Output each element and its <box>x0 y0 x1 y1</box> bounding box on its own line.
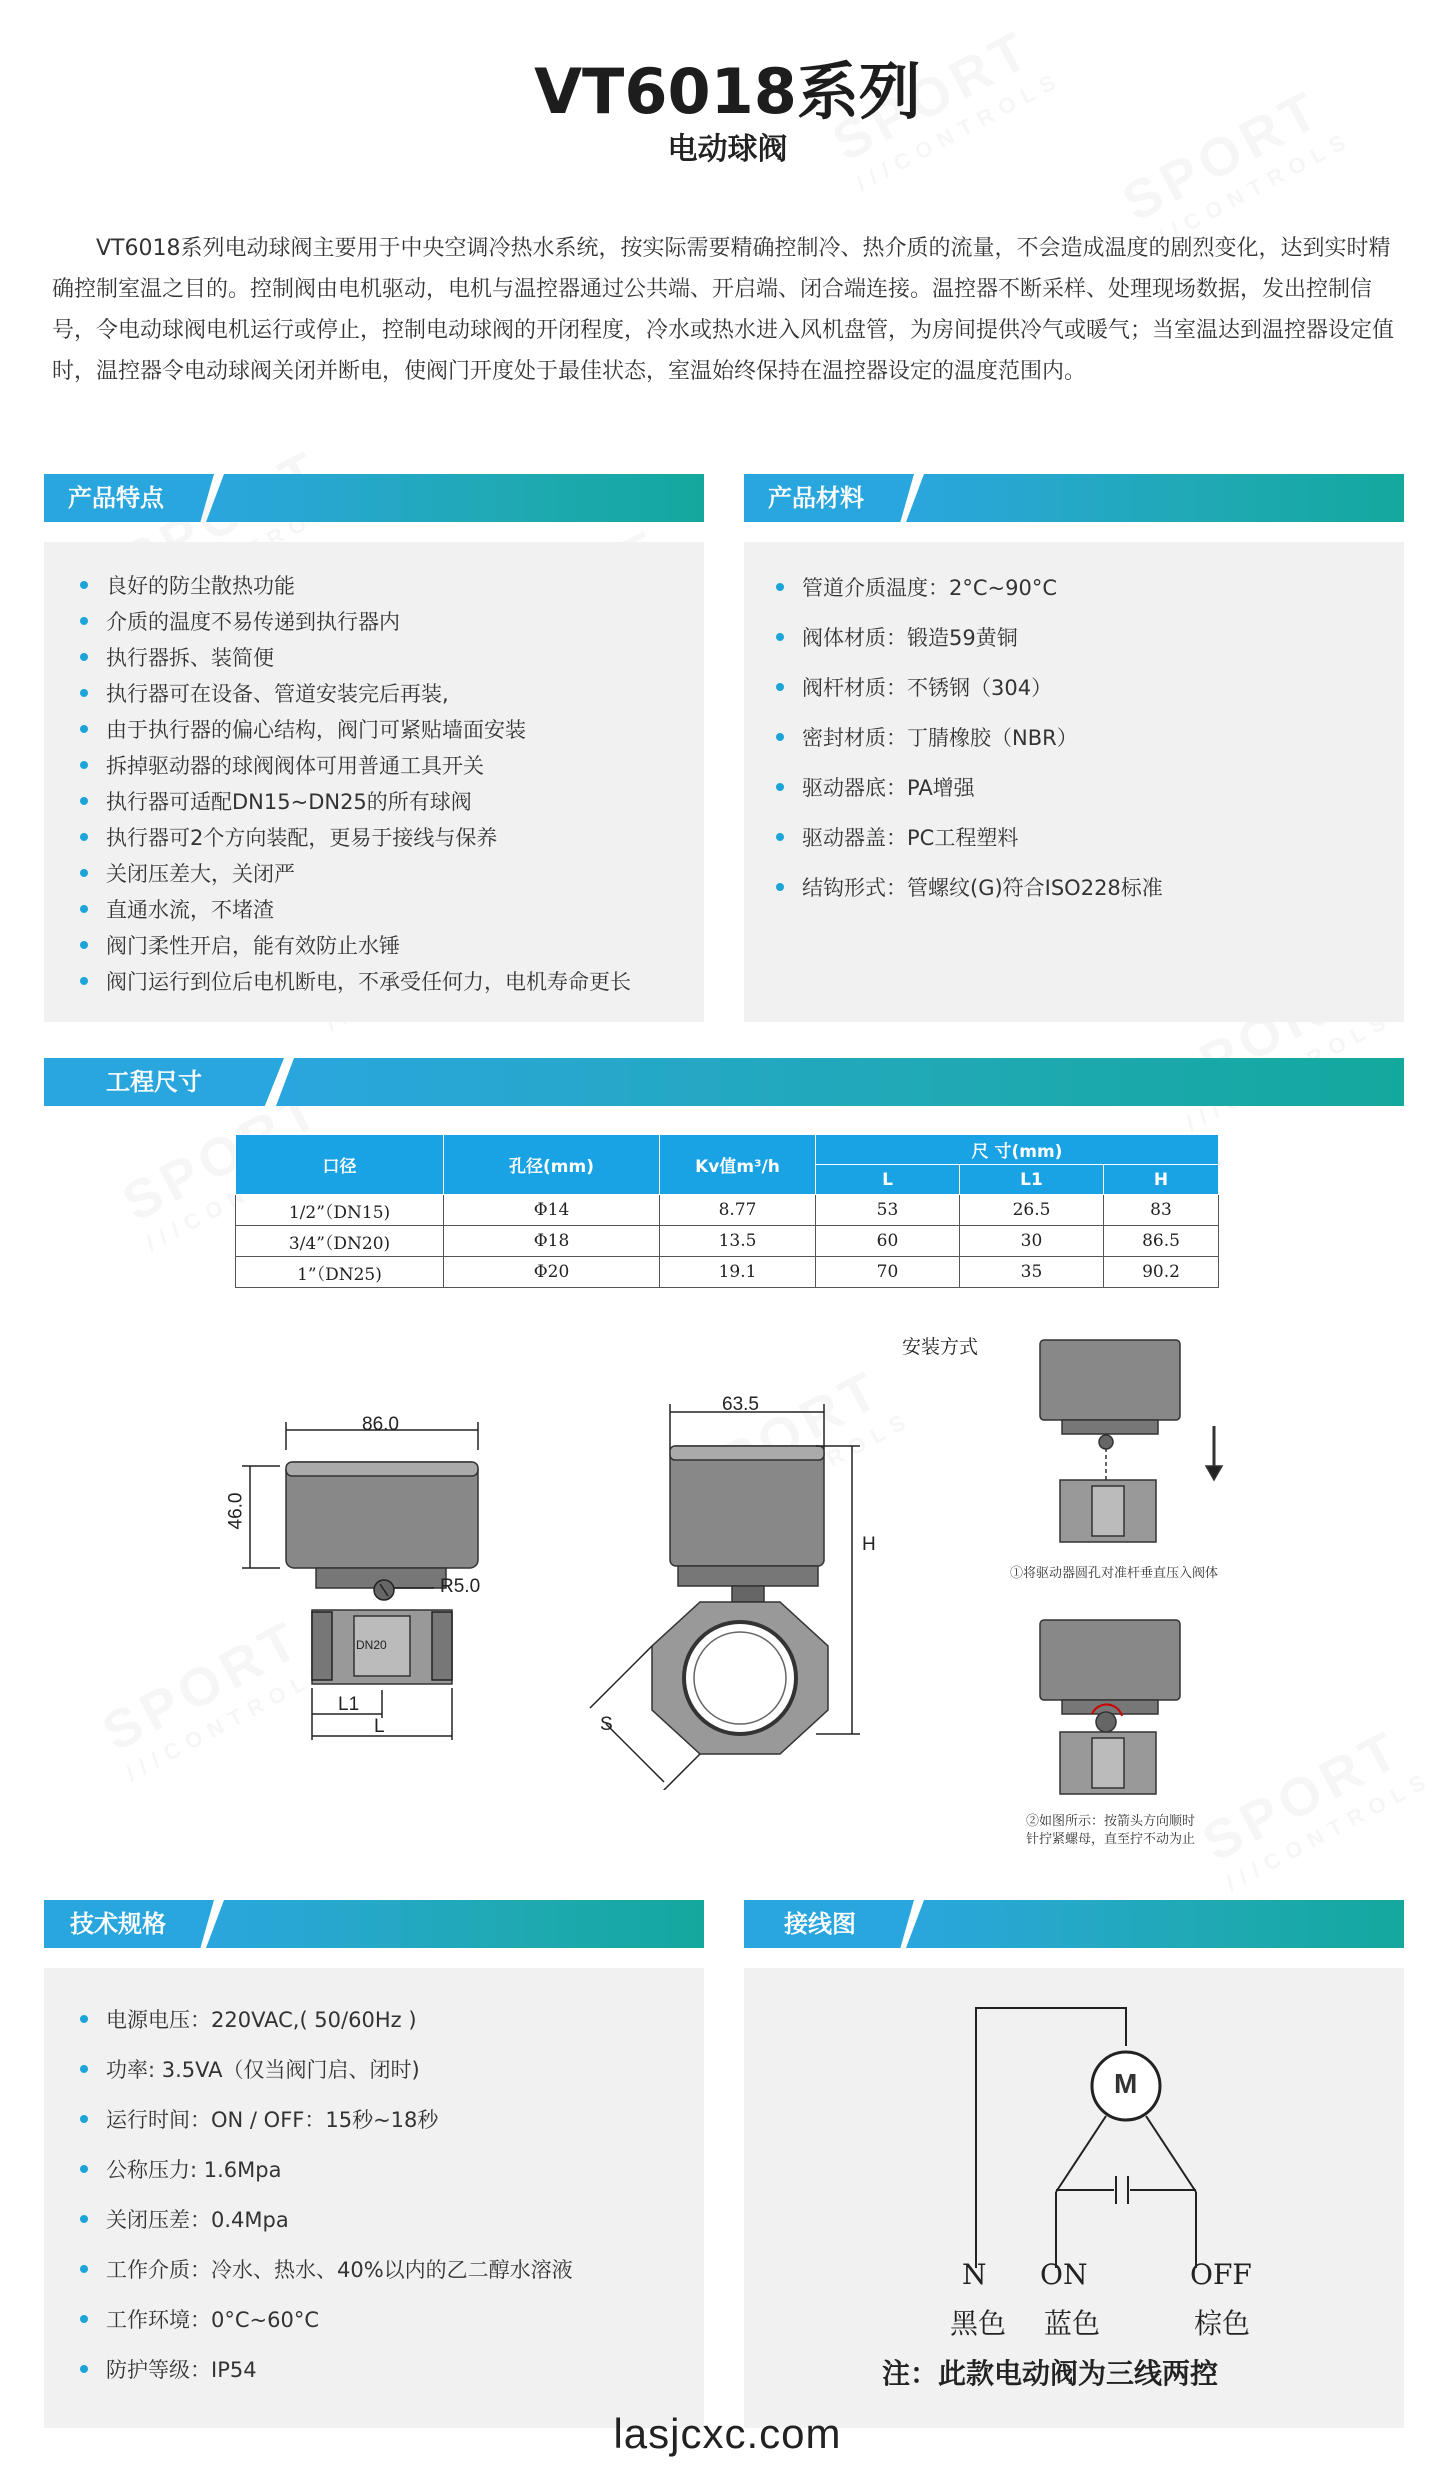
wiring-banner <box>744 1900 1404 1948</box>
cell: Φ18 <box>444 1226 660 1257</box>
col-kv: Kv值m³/h <box>660 1135 816 1195</box>
page-title: VT6018系列 <box>534 55 921 128</box>
install-title: 安装方式 <box>902 1336 979 1358</box>
table-row <box>236 1257 1219 1288</box>
col-l1: L1 <box>960 1165 1104 1195</box>
dim-width-a: 86.0 <box>362 1414 399 1435</box>
features-item: 执行器拆、装简便 <box>106 642 274 672</box>
wire-brown-label: 棕色 <box>1194 2307 1251 2340</box>
features-banner <box>44 474 704 522</box>
table-row <box>236 1195 1219 1226</box>
cell: 60 <box>816 1226 960 1257</box>
footer-url[interactable]: lasjcxc.com <box>613 2410 842 2457</box>
dim-s: S <box>600 1714 613 1735</box>
dim-dn-label: DN20 <box>356 1638 387 1652</box>
page-subtitle: 电动球阀 <box>667 132 788 167</box>
dimensions-banner <box>44 1058 1404 1106</box>
materials-item: 驱动器底：PA增强 <box>802 772 975 802</box>
col-l: L <box>816 1165 960 1195</box>
wire-black-label: 黑色 <box>950 2307 1007 2340</box>
table-row <box>236 1226 1219 1257</box>
materials-item: 阀杆材质：不锈钢（304） <box>802 672 1052 702</box>
wiring-panel <box>744 1968 1404 2428</box>
cell: 70 <box>816 1257 960 1288</box>
cell: 53 <box>816 1195 960 1226</box>
cell: 1”（DN25) <box>236 1257 444 1288</box>
cell: 83 <box>1104 1195 1219 1226</box>
specs-item: 功率: 3.5VA（仅当阀门启、闭时) <box>106 2054 420 2084</box>
wiring-diagram <box>744 1968 1404 2268</box>
wiring-title: 接线图 <box>784 1910 856 1938</box>
cell: 8.77 <box>660 1195 816 1226</box>
install-step1-drawing <box>1000 1330 1240 1570</box>
col-bore: 孔径(mm) <box>444 1135 660 1195</box>
col-size: 尺 寸(mm) <box>816 1135 1219 1165</box>
materials-title: 产品材料 <box>768 484 864 512</box>
materials-banner <box>744 474 1404 522</box>
install-note-2b: 针拧紧螺母，直至拧不动为止 <box>1026 1832 1196 1847</box>
features-item: 执行器可在设备、管道安装完后再装, <box>106 678 449 708</box>
wire-on-label: ON <box>1040 2258 1088 2291</box>
dim-l: L <box>374 1716 385 1737</box>
dim-height-a: 46.0 <box>225 1492 247 1530</box>
wire-blue-label: 蓝色 <box>1044 2307 1101 2340</box>
cell: 1/2”（DN15) <box>236 1195 444 1226</box>
wire-n-label: N <box>962 2258 987 2291</box>
materials-item: 驱动器盖：PC工程塑料 <box>802 822 1018 852</box>
materials-item: 管道介质温度：2°C~90°C <box>802 572 1057 602</box>
dim-width-b: 63.5 <box>722 1394 759 1415</box>
features-title: 产品特点 <box>68 484 164 512</box>
materials-item: 结钩形式：管螺纹(G)符合ISO228标准 <box>802 872 1163 902</box>
cell: 26.5 <box>960 1195 1104 1226</box>
specs-item: 关闭压差：0.4Mpa <box>106 2204 289 2234</box>
dim-l1: L1 <box>338 1694 360 1715</box>
install-note-1: ①将驱动器圆孔对准杆垂直压入阀体 <box>1010 1566 1219 1581</box>
specs-title: 技术规格 <box>70 1910 166 1938</box>
install-step2-drawing <box>1000 1610 1240 1800</box>
specs-item: 工作环境：0°C~60°C <box>106 2304 319 2334</box>
features-item: 执行器可适配DN15~DN25的所有球阀 <box>106 786 472 816</box>
cell: Φ20 <box>444 1257 660 1288</box>
wire-off-label: OFF <box>1190 2258 1252 2291</box>
intro-paragraph: VT6018系列电动球阀主要用于中央空调冷热水系统，按实际需要精确控制冷、热介质的流量，不会造成温度的剧烈变化，达到实时精确控制室温之目的。控制阀由电机驱动，电机与温控器通过公共端、开启端、闭合端连接。温控器不断采样、处理现场数据，发出控制信号，令电动球阀电机运行或停止，控制电动球阀的开闭程度，冷水或热水进入风机盘管，为房间提供冷气或暖气；当室温达到温控器设定值时，温控器令电动球阀关闭并断电，使阀门开度处于最佳状态，室温始终保持在温控器设定的温度范围内。 <box>52 236 1395 384</box>
features-item: 阀门柔性开启，能有效防止水锤 <box>106 930 400 960</box>
cell: 35 <box>960 1257 1104 1288</box>
dimensions-table <box>235 1134 1219 1288</box>
features-item: 由于执行器的偏心结构，阀门可紧贴墙面安装 <box>106 714 526 744</box>
col-h: H <box>1104 1165 1219 1195</box>
specs-item: 防护等级：IP54 <box>106 2354 257 2384</box>
features-item: 拆掉驱动器的球阀阀体可用普通工具开关 <box>106 750 484 780</box>
materials-item: 密封材质：丁腈橡胶（NBR） <box>802 722 1078 752</box>
dim-h: H <box>862 1534 876 1555</box>
features-item: 良好的防尘散热功能 <box>106 570 295 600</box>
materials-panel <box>744 542 1404 1022</box>
cell: 86.5 <box>1104 1226 1219 1257</box>
cell: 30 <box>960 1226 1104 1257</box>
cell: 3/4”（DN20) <box>236 1226 444 1257</box>
dimensions-title: 工程尺寸 <box>106 1068 202 1096</box>
specs-item: 运行时间：ON / OFF：15秒~18秒 <box>106 2104 438 2134</box>
cell: Φ14 <box>444 1195 660 1226</box>
install-note-2a: ②如图所示：按箭头方向顺时 <box>1026 1814 1196 1829</box>
cell: 90.2 <box>1104 1257 1219 1288</box>
cell: 19.1 <box>660 1257 816 1288</box>
specs-panel <box>44 1968 704 2428</box>
specs-item: 公称压力: 1.6Mpa <box>106 2154 281 2184</box>
dim-radius: R5.0 <box>440 1576 481 1597</box>
features-item: 阀门运行到位后电机断电，不承受任何力，电机寿命更长 <box>106 966 631 996</box>
col-caliber: 口径 <box>236 1135 444 1195</box>
wiring-note: 注：此款电动阀为三线两控 <box>882 2357 1219 2390</box>
specs-item: 电源电压：220VAC,( 50/60Hz ) <box>106 2004 417 2034</box>
features-item: 直通水流，不堵渣 <box>106 894 274 924</box>
features-panel <box>44 542 704 1022</box>
cell: 13.5 <box>660 1226 816 1257</box>
features-item: 关闭压差大，关闭严 <box>106 858 295 888</box>
specs-item: 工作介质：冷水、热水、40%以内的乙二醇水溶液 <box>106 2254 573 2284</box>
features-item: 执行器可2个方向装配，更易于接线与保养 <box>106 822 497 852</box>
motor-label: M <box>1114 2068 1138 2099</box>
materials-item: 阀体材质：锻造59黄铜 <box>802 622 1018 652</box>
specs-banner <box>44 1900 704 1948</box>
features-item: 介质的温度不易传递到执行器内 <box>106 606 400 636</box>
